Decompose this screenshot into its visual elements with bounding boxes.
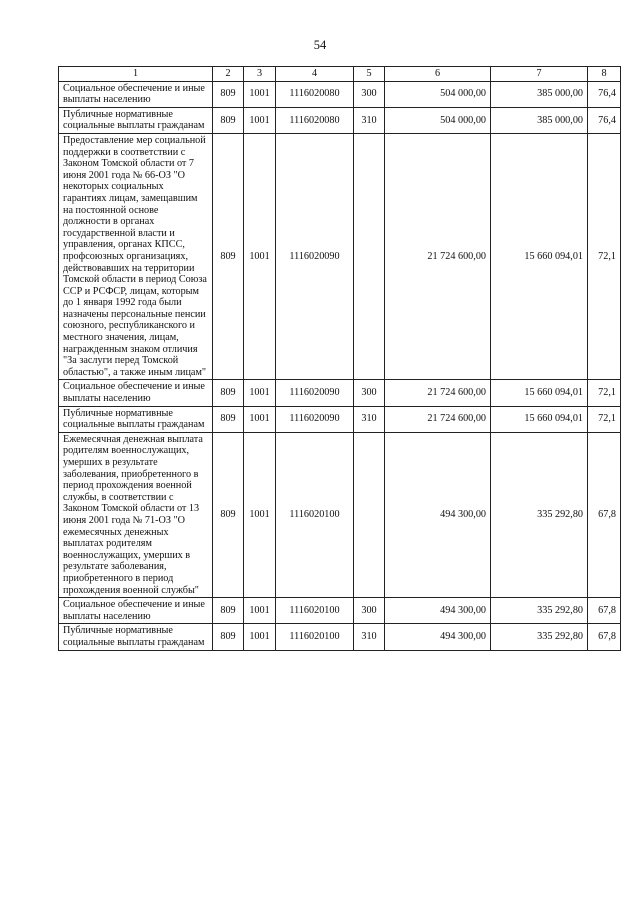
row-target-code: 1116020090 [276,406,354,432]
table-row [59,432,621,597]
row-actual-amount: 15 660 094,01 [491,406,588,432]
budget-table [58,66,621,651]
header-cell: 3 [244,67,276,82]
row-target-code: 1116020090 [276,133,354,379]
row-actual-amount: 15 660 094,01 [491,380,588,406]
header-cell: 5 [354,67,385,82]
row-target-code: 1116020100 [276,624,354,650]
row-expense-type: 300 [354,380,385,406]
row-target-code: 1116020080 [276,107,354,133]
row-target-code: 1116020090 [276,380,354,406]
row-plan-amount: 494 300,00 [385,598,491,624]
table-row [59,624,621,650]
table-row [59,380,621,406]
row-percent: 67,8 [588,432,621,597]
row-section: 1001 [244,432,276,597]
row-name: Социальное обеспечение и иные выплаты населению [59,81,213,107]
row-target-code: 1116020080 [276,81,354,107]
row-expense-type: 310 [354,406,385,432]
row-name: Публичные нормативные социальные выплаты гражданам [59,406,213,432]
table-row [59,133,621,379]
header-cell: 4 [276,67,354,82]
row-percent: 72,1 [588,133,621,379]
table-row [59,81,621,107]
row-expense-type: 310 [354,107,385,133]
row-ministry: 809 [213,380,244,406]
row-plan-amount: 504 000,00 [385,81,491,107]
row-target-code: 1116020100 [276,432,354,597]
row-percent: 67,8 [588,624,621,650]
table-row [59,598,621,624]
row-actual-amount: 385 000,00 [491,107,588,133]
row-ministry: 809 [213,432,244,597]
row-plan-amount: 504 000,00 [385,107,491,133]
row-percent: 76,4 [588,81,621,107]
row-percent: 72,1 [588,406,621,432]
row-actual-amount: 335 292,80 [491,432,588,597]
row-name: Социальное обеспечение и иные выплаты населению [59,380,213,406]
row-name: Публичные нормативные социальные выплаты гражданам [59,624,213,650]
row-percent: 67,8 [588,598,621,624]
row-expense-type [354,133,385,379]
row-actual-amount: 385 000,00 [491,81,588,107]
row-section: 1001 [244,380,276,406]
row-section: 1001 [244,406,276,432]
header-cell: 7 [491,67,588,82]
row-expense-type: 300 [354,81,385,107]
row-plan-amount: 21 724 600,00 [385,380,491,406]
row-plan-amount: 494 300,00 [385,432,491,597]
row-expense-type: 310 [354,624,385,650]
header-cell: 2 [213,67,244,82]
row-section: 1001 [244,624,276,650]
row-ministry: 809 [213,624,244,650]
row-ministry: 809 [213,107,244,133]
table-row [59,406,621,432]
row-section: 1001 [244,598,276,624]
row-name: Предоставление мер социальной поддержки в соответствии с Законом Томской области от 7 июня 2001 года № 66-ОЗ "О некоторых социальных гарантиях лицам, замещавшим на постоянной основе должности в органах государственной власти и управления, органах КПСС, профсоюзных организациях, действовавших на территории Томской области в период Союза ССР и РСФСР, лицам, которым до 1 января 1992 года были назначены персональные пенсии союзного, республиканского и местного значения, лицам, награжденным знаком отличия "За заслуги перед Томской областью", а также иным лицам" [59,133,213,379]
row-actual-amount: 15 660 094,01 [491,133,588,379]
row-name: Публичные нормативные социальные выплаты гражданам [59,107,213,133]
table-row [59,107,621,133]
row-section: 1001 [244,133,276,379]
header-row [59,67,621,82]
row-ministry: 809 [213,81,244,107]
header-cell: 6 [385,67,491,82]
row-ministry: 809 [213,406,244,432]
row-plan-amount: 21 724 600,00 [385,406,491,432]
row-ministry: 809 [213,598,244,624]
row-actual-amount: 335 292,80 [491,598,588,624]
header-cell: 8 [588,67,621,82]
row-target-code: 1116020100 [276,598,354,624]
row-section: 1001 [244,107,276,133]
row-expense-type [354,432,385,597]
row-percent: 76,4 [588,107,621,133]
row-ministry: 809 [213,133,244,379]
row-expense-type: 300 [354,598,385,624]
page-number: 54 [313,38,327,52]
row-section: 1001 [244,81,276,107]
row-plan-amount: 494 300,00 [385,624,491,650]
row-percent: 72,1 [588,380,621,406]
row-name: Социальное обеспечение и иные выплаты населению [59,598,213,624]
header-cell: 1 [59,67,213,82]
row-actual-amount: 335 292,80 [491,624,588,650]
row-name: Ежемесячная денежная выплата родителям военнослужащих, умерших в результате заболевания, приобретенного в период прохождения военной службы, в соответствии с Законом Томской области от 13 июня 2001 года № 71-ОЗ "О ежемесячных денежных выплатах родителям военнослужащих, умерших в результате заболевания, приобретенного в период прохождения военной службы" [59,432,213,597]
row-plan-amount: 21 724 600,00 [385,133,491,379]
